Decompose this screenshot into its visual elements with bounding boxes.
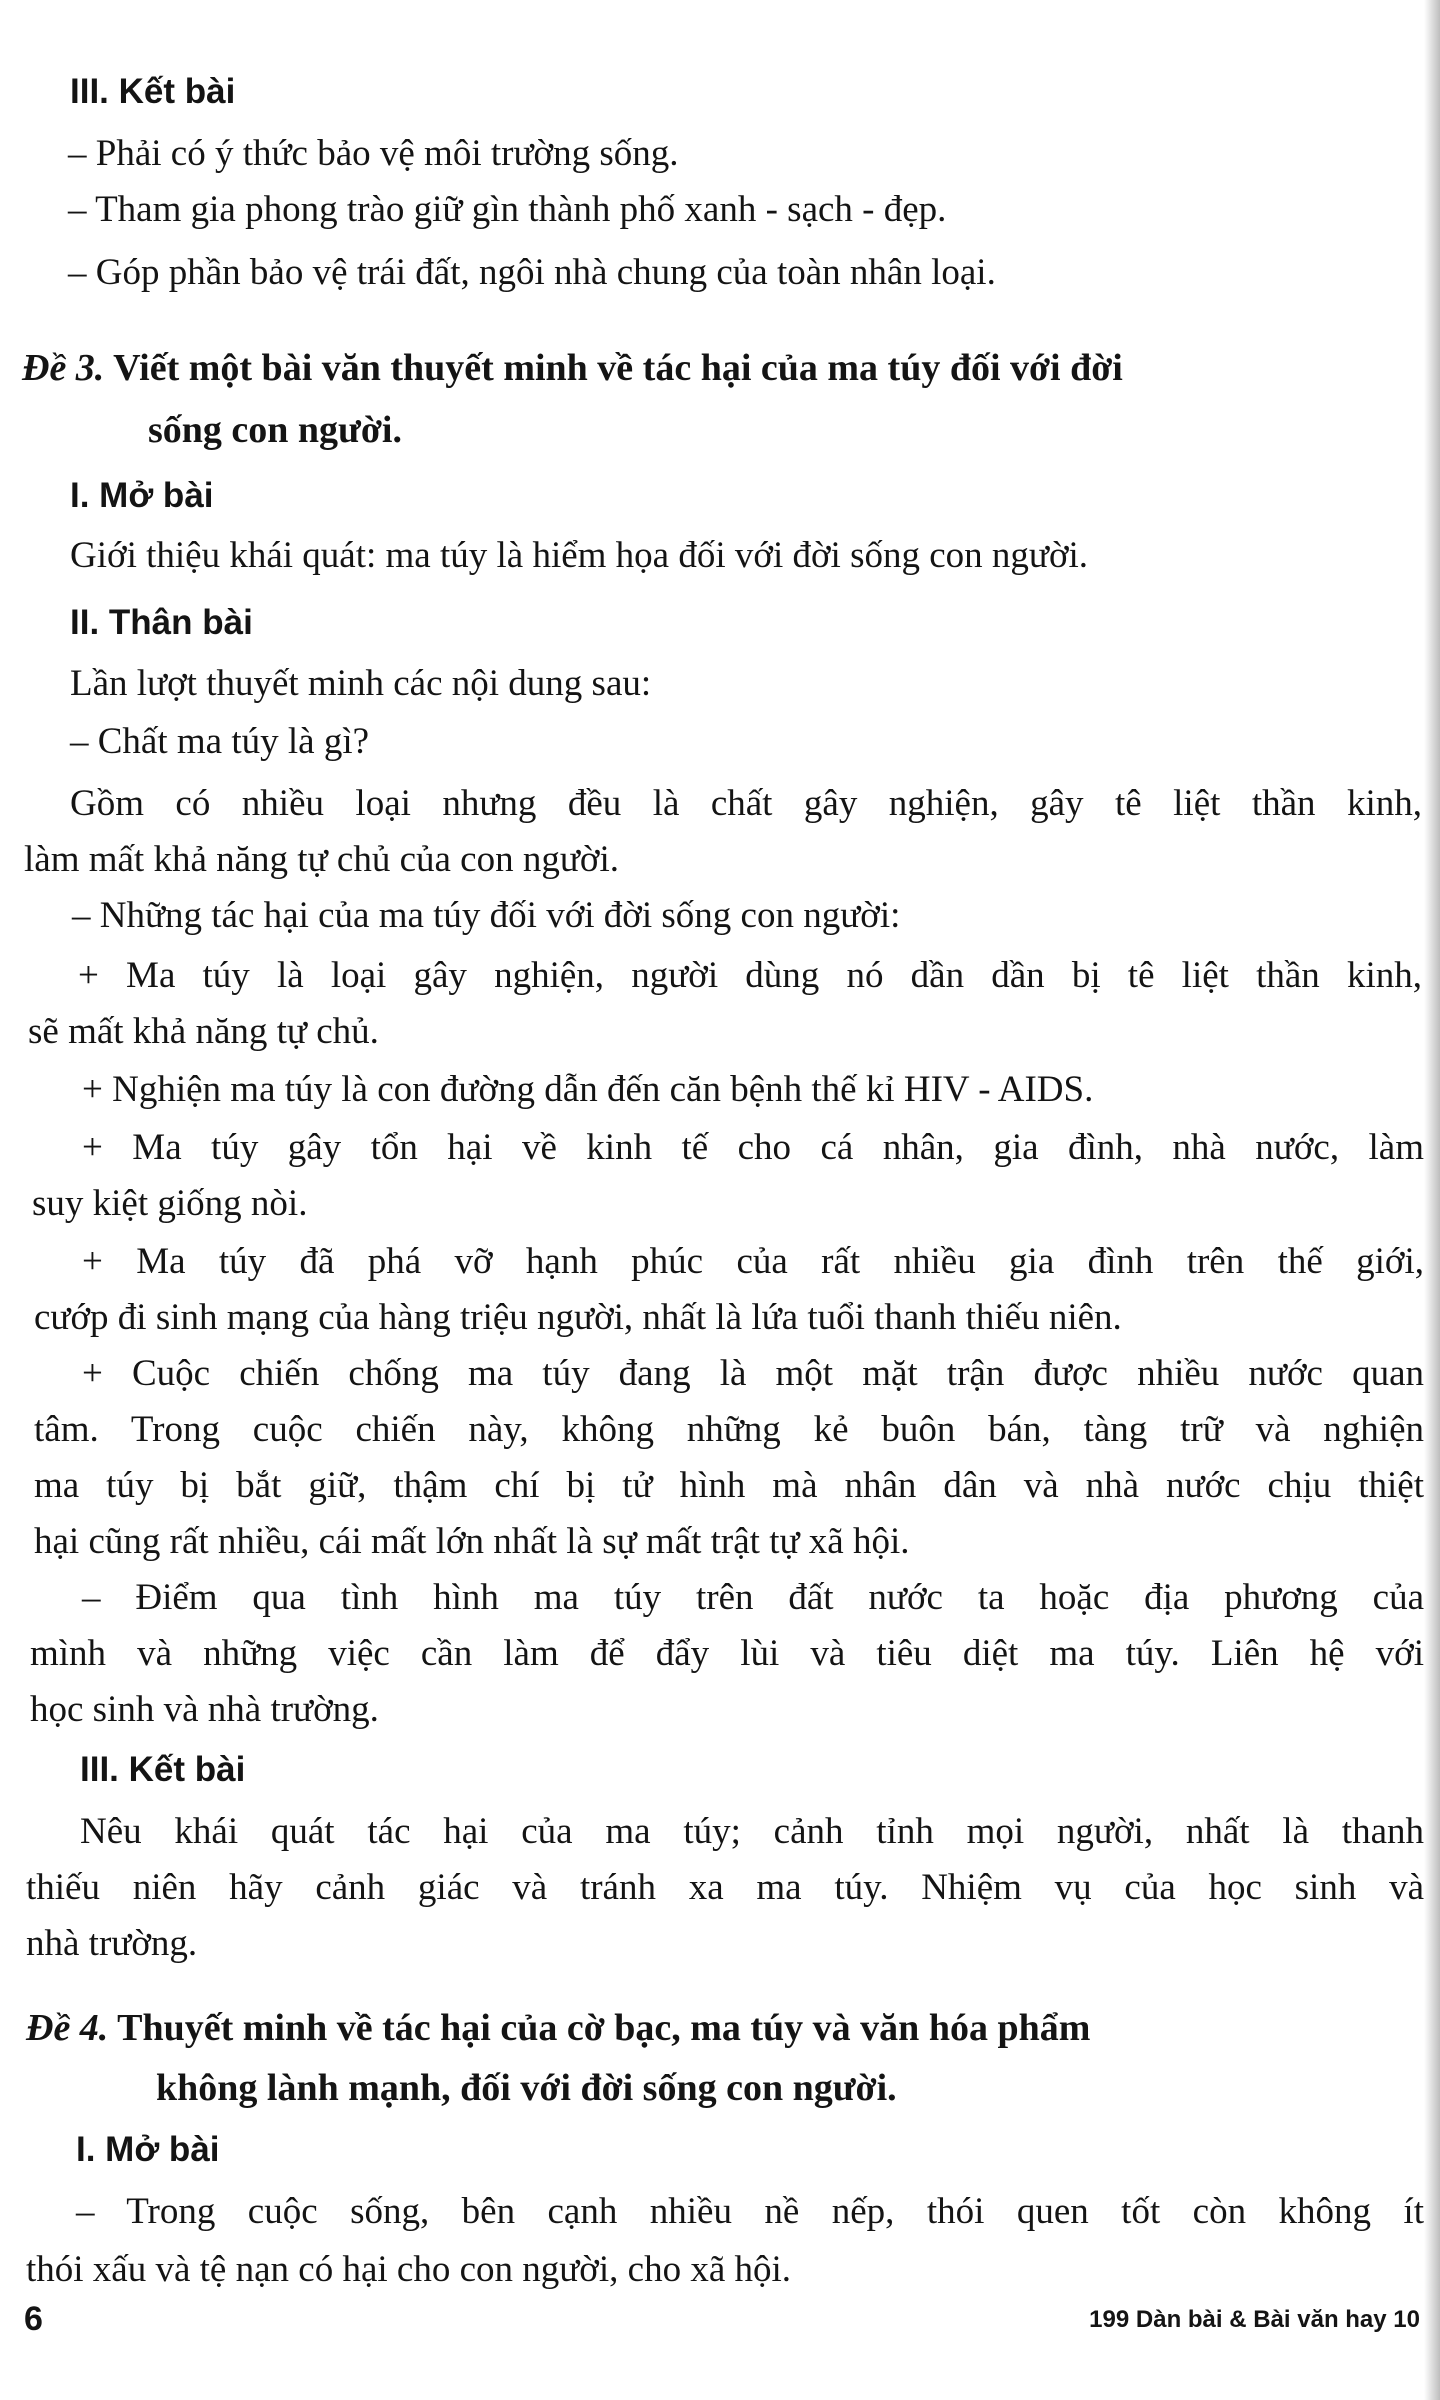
section-heading-ket-bai: III. Kết bài	[70, 72, 236, 111]
text-line: Gồm có nhiều loại nhưng đều là chất gây nghiện, gây tê liệt thần kinh,	[70, 783, 1422, 824]
text-line: thói xấu và tệ nạn có hại cho con người, cho xã hội.	[26, 2249, 792, 2290]
topic-title-de-4	[26, 2002, 1424, 2054]
page-number: 6	[24, 2300, 43, 2338]
text-line: hại cũng rất nhiều, cái mất lớn nhất là sự mất trật tự xã hội.	[34, 1521, 910, 1562]
text-line: học sinh và nhà trường.	[30, 1689, 379, 1730]
topic-label: Đề 4.	[26, 2007, 109, 2049]
text-line: tâm. Trong cuộc chiến này, không những kẻ buôn bán, tàng trữ và nghiện	[34, 1409, 1424, 1450]
topic-title-de-3	[22, 342, 1420, 394]
text-line: – Phải có ý thức bảo vệ môi trường sống.	[68, 133, 679, 174]
section-heading-than-bai: II. Thân bài	[70, 603, 253, 642]
text-line: Nêu khái quát tác hại của ma túy; cảnh tỉnh mọi người, nhất là thanh	[80, 1811, 1424, 1852]
topic-title-continuation: không lành mạnh, đối với đời sống con người.	[156, 2067, 897, 2109]
text-line: – Những tác hại của ma túy đối với đời sống con người:	[72, 895, 901, 936]
text-line: – Tham gia phong trào giữ gìn thành phố xanh - sạch - đẹp.	[68, 189, 947, 230]
section-heading-mo-bai: I. Mở bài	[70, 476, 214, 515]
text-line: thiếu niên hãy cảnh giác và tránh xa ma túy. Nhiệm vụ của học sinh và	[26, 1867, 1424, 1908]
text-line: Lần lượt thuyết minh các nội dung sau:	[70, 663, 652, 704]
text-line: + Ma túy là loại gây nghiện, người dùng nó dần dần bị tê liệt thần kinh,	[78, 955, 1422, 996]
topic-title-continuation: sống con người.	[148, 409, 402, 451]
text-line: + Cuộc chiến chống ma túy đang là một mặt trận được nhiều nước quan	[82, 1353, 1424, 1394]
text-line: – Góp phần bảo vệ trái đất, ngôi nhà chung của toàn nhân loại.	[68, 252, 996, 293]
text-line: – Trong cuộc sống, bên cạnh nhiều nề nếp, thói quen tốt còn không ít	[76, 2191, 1424, 2232]
text-line: – Chất ma túy là gì?	[70, 721, 370, 762]
text-line: – Điểm qua tình hình ma túy trên đất nước ta hoặc địa phương của	[82, 1577, 1424, 1618]
text-line: cướp đi sinh mạng của hàng triệu người, nhất là lứa tuổi thanh thiếu niên.	[34, 1297, 1122, 1338]
topic-title-text: Viết một bài văn thuyết minh về tác hại của ma túy đối với đời	[113, 347, 1123, 389]
topic-title-text: Thuyết minh về tác hại của cờ bạc, ma túy và văn hóa phẩm	[117, 2007, 1091, 2049]
text-line: mình và những việc cần làm để đẩy lùi và tiêu diệt ma túy. Liên hệ với	[30, 1633, 1424, 1674]
text-line: làm mất khả năng tự chủ của con người.	[24, 839, 619, 880]
topic-label: Đề 3.	[22, 347, 105, 389]
text-line: Giới thiệu khái quát: ma túy là hiểm họa đối với đời sống con người.	[70, 535, 1089, 576]
text-line: + Ma túy gây tổn hại về kinh tế cho cá nhân, gia đình, nhà nước, làm	[82, 1127, 1424, 1168]
running-footer-book-title: 199 Dàn bài & Bài văn hay 10	[1089, 2306, 1420, 2333]
section-heading-mo-bai: I. Mở bài	[76, 2130, 220, 2169]
page-edge-shadow	[1424, 0, 1440, 2400]
text-line: ma túy bị bắt giữ, thậm chí bị tử hình mà nhân dân và nhà nước chịu thiệt	[34, 1465, 1424, 1506]
text-line: + Ma túy đã phá vỡ hạnh phúc của rất nhiều gia đình trên thế giới,	[82, 1241, 1424, 1282]
text-line: suy kiệt giống nòi.	[32, 1183, 308, 1224]
section-heading-ket-bai: III. Kết bài	[80, 1750, 246, 1789]
text-line: + Nghiện ma túy là con đường dẫn đến căn bệnh thế kỉ HIV - AIDS.	[82, 1069, 1094, 1110]
text-line: nhà trường.	[26, 1923, 198, 1964]
text-line: sẽ mất khả năng tự chủ.	[28, 1011, 379, 1052]
